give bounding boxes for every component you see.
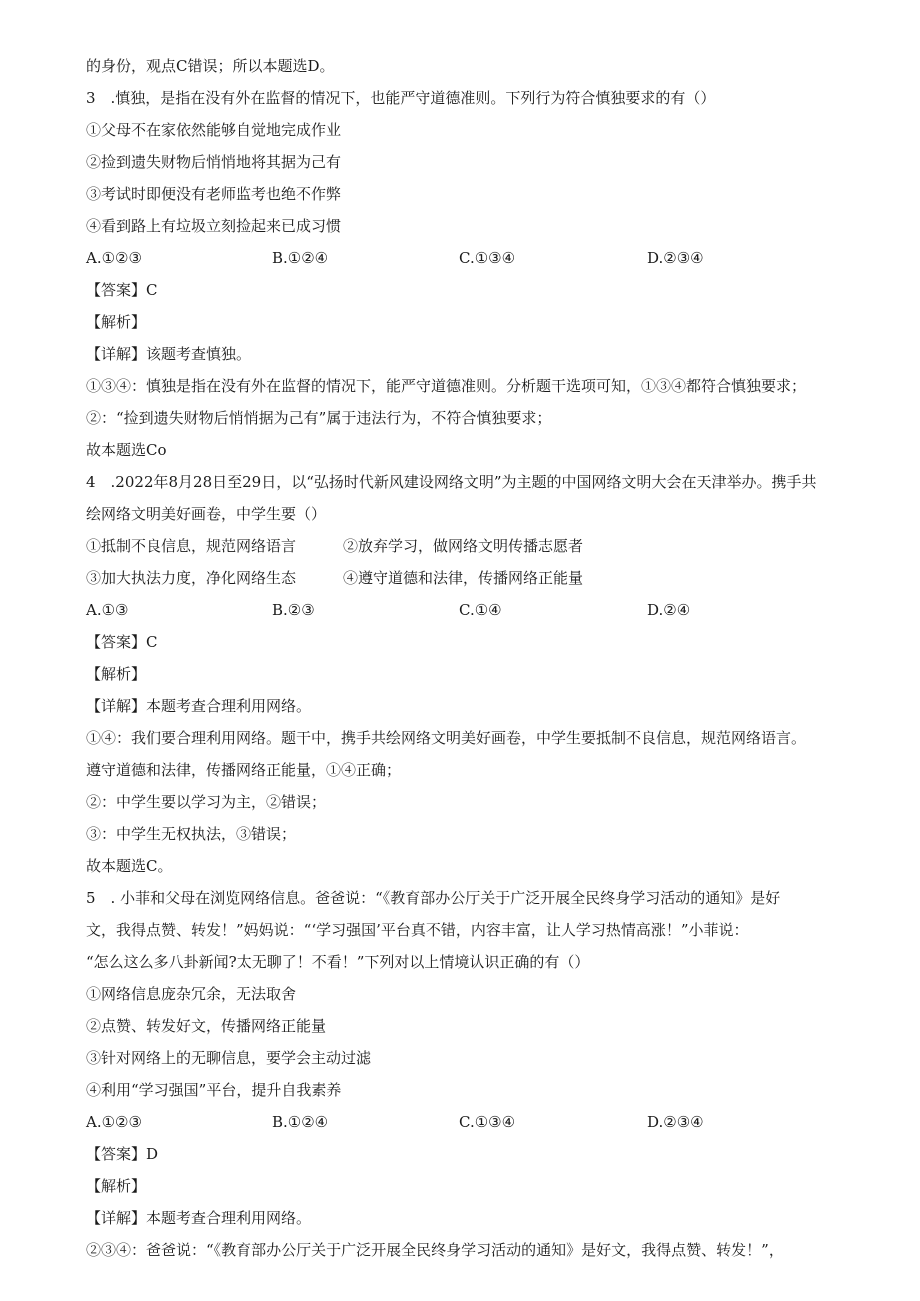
detail-text: ①④：我们要合理利用网络。题干中，携手共绘网络文明美好画卷，中学生要抵制不良信息，规范网络语言。 (86, 729, 807, 747)
statement: ③加大执法力度，净化网络生态 (86, 569, 297, 587)
question-5-stem-cont: 文，我得点赞、转发！”妈妈说：“‘学习强国’平台真不错，内容丰富，让人学习热情高涨！”小菲说： (86, 921, 749, 939)
question-5-options (86, 1112, 846, 1132)
statement: ①父母不在家依然能够自觉地完成作业 (86, 121, 342, 139)
statement: ②点赞、转发好文，传播网络正能量 (86, 1017, 327, 1035)
question-5-stem: 5 . 小菲和父母在浏览网络信息。爸爸说：“《教育部办公厅关于广泛开展全民终身学习活动的通知》是好 (86, 889, 781, 907)
statement: ④遵守道德和法律，传播网络正能量 (343, 569, 584, 587)
answer-label: 【答案】C (86, 281, 158, 299)
option-b: B.①②④ (272, 249, 329, 267)
answer-label: 【答案】C (86, 633, 158, 651)
detail-text: ②③④：爸爸说：“《教育部办公厅关于广泛开展全民终身学习活动的通知》是好文，我得点赞、转发！”， (86, 1241, 784, 1259)
question-4-stem-cont: 绘网络文明美好画卷，中学生要（） (86, 505, 327, 523)
question-4-options (86, 600, 846, 620)
option-d: D.②③④ (647, 1113, 704, 1131)
detail-text: 遵守道德和法律，传播网络正能量，①④正确； (86, 761, 402, 779)
detail-text: ③：中学生无权执法，③错误； (86, 825, 297, 843)
detail-text: ①③④：慎独是指在没有外在监督的情况下，能严守道德准则。分析题干选项可知，①③④都符合慎独要求； (86, 377, 807, 395)
detail-text: 故本题选Co (86, 441, 167, 459)
statement: ③考试时即便没有老师监考也绝不作弊 (86, 185, 342, 203)
statement: ④利用“学习强国”平台，提升自我素养 (86, 1081, 342, 1099)
statement: ②放弃学习，做网络文明传播志愿者 (343, 537, 584, 555)
option-d: D.②④ (647, 601, 691, 619)
analysis-label: 【解析】 (86, 665, 147, 683)
statement: ①网络信息庞杂冗余，无法取舍 (86, 985, 297, 1003)
analysis-label: 【解析】 (86, 313, 147, 331)
statement: ①抵制不良信息，规范网络语言 (86, 537, 297, 555)
option-a: A.①②③ (86, 249, 142, 267)
option-c: C.①④ (459, 601, 502, 619)
question-4-stem: 4 .2022年8月28日至29日，以“弘扬时代新风建设网络文明”为主题的中国网络文明大会在天津举办。携手共 (86, 473, 817, 491)
option-c: C.①③④ (459, 249, 516, 267)
text-line: 的身份，观点C错误；所以本题选D。 (86, 57, 335, 75)
question-3-stem: 3 .慎独，是指在没有外在监督的情况下，也能严守道德准则。下列行为符合慎独要求的有（） (86, 89, 716, 107)
statement: ③针对网络上的无聊信息，要学会主动过滤 (86, 1049, 372, 1067)
detail-text: ②：“捡到遗失财物后悄悄据为己有”属于违法行为，不符合慎独要求； (86, 409, 552, 427)
detail-text: 故本题选C。 (86, 857, 173, 875)
detail-text: 【详解】本题考查合理利用网络。 (86, 697, 312, 715)
statement: ②捡到遗失财物后悄悄地将其据为己有 (86, 153, 342, 171)
statement-row (86, 568, 686, 588)
detail-text: ②：中学生要以学习为主，②错误； (86, 793, 327, 811)
question-5-stem-cont: “怎么这么多八卦新闻?太无聊了！不看！”下列对以上情境认识正确的有（） (86, 953, 590, 971)
answer-label: 【答案】D (86, 1145, 159, 1163)
option-a: A.①②③ (86, 1113, 142, 1131)
option-c: C.①③④ (459, 1113, 516, 1131)
detail-text: 【详解】本题考查合理利用网络。 (86, 1209, 312, 1227)
statement-row (86, 536, 686, 556)
option-a: A.①③ (86, 601, 129, 619)
option-b: B.①②④ (272, 1113, 329, 1131)
analysis-label: 【解析】 (86, 1177, 147, 1195)
option-b: B.②③ (272, 601, 315, 619)
statement: ④看到路上有垃圾立刻捡起来已成习惯 (86, 217, 342, 235)
detail-text: 【详解】该题考查慎独。 (86, 345, 252, 363)
option-d: D.②③④ (647, 249, 704, 267)
question-3-options (86, 248, 846, 268)
